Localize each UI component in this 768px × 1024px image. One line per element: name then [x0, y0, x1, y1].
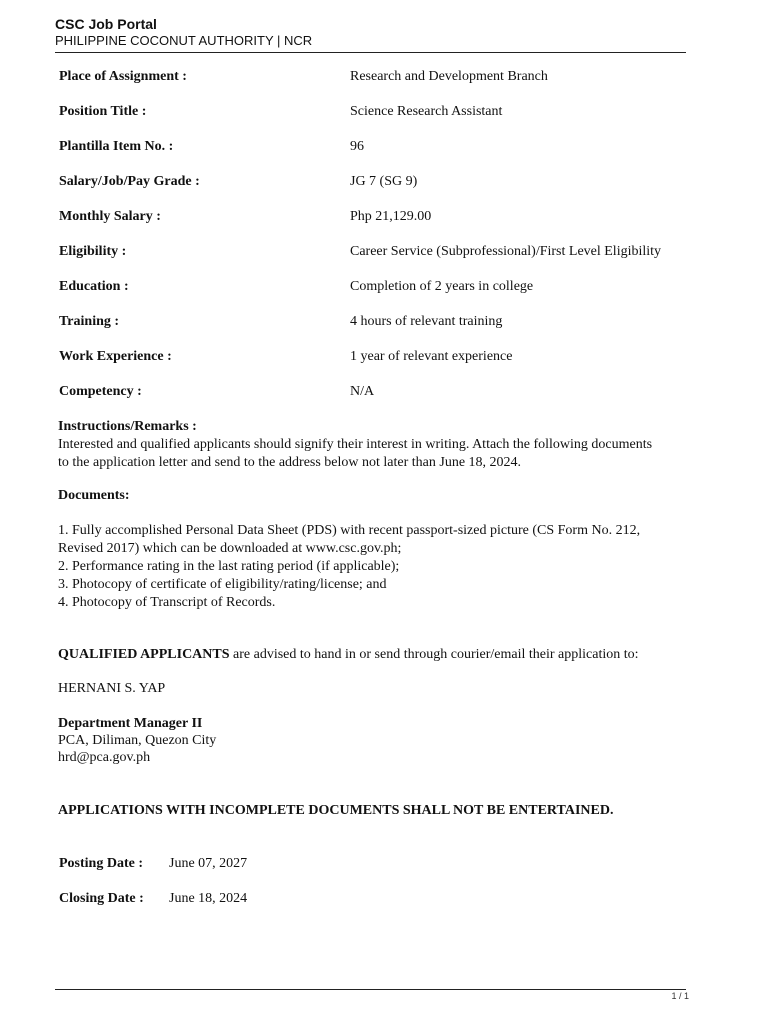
closing-date-value: June 18, 2024	[169, 891, 248, 906]
instructions-line: Interested and qualified applicants should signify their interest in writing. Attach the following documents	[58, 437, 653, 452]
documents-section	[58, 487, 708, 612]
field-row-eligibility	[59, 242, 699, 277]
header-divider	[55, 52, 686, 53]
field-label: Work Experience :	[59, 349, 172, 364]
field-value: 1 year of relevant experience	[350, 349, 513, 364]
field-row-pay-grade	[59, 172, 699, 207]
field-label: Training :	[59, 314, 120, 329]
document-header	[55, 16, 685, 49]
closing-date-label: Closing Date :	[59, 891, 144, 906]
field-value: Research and Development Branch	[350, 69, 548, 84]
field-label: Education :	[59, 279, 129, 294]
field-row-plantilla-item	[59, 137, 699, 172]
field-value: Science Research Assistant	[350, 104, 503, 119]
field-label: Plantilla Item No. :	[59, 139, 174, 154]
instructions-title: Instructions/Remarks :	[58, 419, 197, 434]
field-row-monthly-salary	[59, 207, 699, 242]
job-details	[59, 67, 699, 417]
field-row-competency	[59, 382, 699, 417]
field-row-training	[59, 312, 699, 347]
agency-name: PHILIPPINE COCONUT AUTHORITY | NCR	[55, 33, 313, 48]
contact-name: HERNANI S. YAP	[58, 681, 166, 696]
posting-date-label: Posting Date :	[59, 856, 143, 871]
field-label: Competency :	[59, 384, 142, 399]
documents-title: Documents:	[58, 488, 130, 503]
closing-date-row	[59, 890, 247, 925]
qualified-applicants-heading: QUALIFIED APPLICANTS	[58, 647, 230, 662]
footer-divider	[55, 989, 686, 990]
documents-list	[58, 522, 708, 612]
document-item: 3. Photocopy of certificate of eligibility/rating/license; and	[58, 577, 387, 592]
instructions-line: to the application letter and send to the address below not later than June 18, 2024.	[58, 455, 522, 470]
field-label: Place of Assignment :	[59, 69, 187, 84]
qualified-applicants-text: are advised to hand in or send through courier/email their application to:	[229, 647, 639, 662]
field-value: 96	[350, 139, 364, 154]
posting-date-value: June 07, 2027	[169, 856, 248, 871]
field-label: Position Title :	[59, 104, 147, 119]
field-label: Monthly Salary :	[59, 209, 161, 224]
field-row-position-title	[59, 102, 699, 137]
contact-details	[58, 715, 216, 766]
field-row-work-experience	[59, 347, 699, 382]
field-label: Salary/Job/Pay Grade :	[59, 174, 200, 189]
field-value: Completion of 2 years in college	[350, 279, 534, 294]
document-item: 2. Performance rating in the last rating period (if applicable);	[58, 559, 400, 574]
document-item: 1. Fully accomplished Personal Data Sheet (PDS) with recent passport-sized picture (CS Form No. 212,	[58, 523, 641, 538]
qualified-applicants-note	[58, 646, 738, 664]
field-value: 4 hours of relevant training	[350, 314, 503, 329]
instructions-section	[58, 418, 708, 472]
field-value: Career Service (Subprofessional)/First Level Eligibility	[350, 244, 662, 259]
document-item: Revised 2017) which can be downloaded at www.csc.gov.ph;	[58, 541, 402, 556]
field-label: Eligibility :	[59, 244, 127, 259]
field-value: JG 7 (SG 9)	[350, 174, 418, 189]
dates-section	[59, 855, 247, 925]
contact-address: PCA, Diliman, Quezon City	[58, 733, 217, 748]
contact-position: Department Manager II	[58, 716, 203, 731]
document-item: 4. Photocopy of Transcript of Records.	[58, 595, 276, 610]
field-row-place-of-assignment	[59, 67, 699, 102]
field-row-education	[59, 277, 699, 312]
incomplete-documents-warning: APPLICATIONS WITH INCOMPLETE DOCUMENTS SHALL NOT BE ENTERTAINED.	[58, 803, 614, 818]
contact-email: hrd@pca.gov.ph	[58, 750, 151, 765]
portal-name: CSC Job Portal	[55, 16, 157, 32]
posting-date-row	[59, 855, 247, 890]
page-number: 1 / 1	[671, 991, 689, 1001]
field-value: Php 21,129.00	[350, 209, 432, 224]
field-value: N/A	[350, 384, 375, 399]
